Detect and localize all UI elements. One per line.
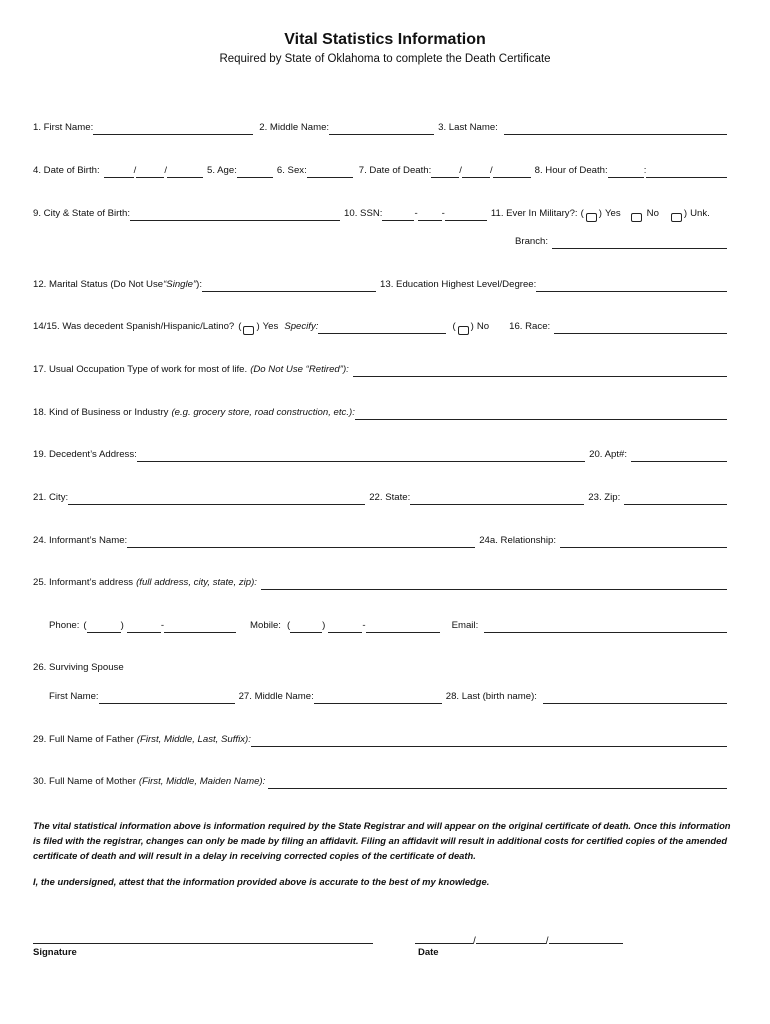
- race-label: 16. Race:: [509, 321, 551, 332]
- ssn-part1-field[interactable]: [382, 209, 414, 221]
- apt-label: 20. Apt#:: [589, 449, 627, 460]
- dod-day-field[interactable]: [462, 166, 490, 178]
- spouse-heading: 26. Surviving Spouse: [33, 662, 124, 673]
- age-field[interactable]: [237, 166, 273, 178]
- attest-statement: I, the undersigned, attest that the information provided above is accurate to the best of my knowledge.: [33, 876, 490, 887]
- mobile-area-field[interactable]: [290, 621, 322, 633]
- spouse-middle-field[interactable]: [314, 692, 442, 704]
- hod-label: 8. Hour of Death:: [534, 165, 608, 176]
- row-occupation: [33, 363, 727, 377]
- dob-label: 4. Date of Birth:: [33, 165, 100, 176]
- date-label: Date: [418, 947, 439, 958]
- military-yes-checkbox[interactable]: [586, 213, 597, 222]
- signature-line[interactable]: [33, 943, 373, 944]
- mother-label: 30. Full Name of Mother: [33, 776, 136, 787]
- father-label: 29. Full Name of Father: [33, 734, 134, 745]
- state-label: 22. State:: [369, 492, 411, 503]
- business-label: 18. Kind of Business or Industry: [33, 407, 169, 418]
- city-state-birth-field[interactable]: [130, 209, 340, 221]
- hispanic-label: 14/15. Was decedent Spanish/Hispanic/Latino?: [33, 321, 235, 332]
- row-contact: Phone: ( ) - Mobile: ( ) - Email:: [49, 619, 727, 633]
- ssn-part3-field[interactable]: [445, 209, 487, 221]
- informant-address-note: (full address, city, state, zip):: [136, 577, 257, 588]
- zip-field[interactable]: [624, 493, 727, 505]
- ssn-label: 10. SSN:: [344, 208, 383, 219]
- apt-field[interactable]: [631, 450, 727, 462]
- marital-label: 12. Marital Status (Do Not Use: [33, 279, 164, 290]
- dob-month-field[interactable]: [104, 166, 134, 178]
- address-field[interactable]: [137, 450, 585, 462]
- row-branch: [515, 235, 727, 249]
- military-yes-label: Yes: [605, 208, 621, 219]
- middle-name-field[interactable]: [329, 123, 434, 135]
- zip-label: 23. Zip:: [588, 492, 621, 503]
- dod-month-field[interactable]: [431, 166, 459, 178]
- military-no-label: No: [646, 208, 659, 219]
- business-note: (e.g. grocery store, road construction, etc.):: [171, 407, 355, 418]
- date-field-row: / /: [415, 932, 623, 947]
- row-address: [33, 448, 727, 462]
- informant-field[interactable]: [127, 536, 475, 548]
- city-field[interactable]: [68, 493, 365, 505]
- first-name-field[interactable]: [93, 123, 253, 135]
- spouse-first-label: First Name:: [49, 691, 99, 702]
- father-note: (First, Middle, Last, Suffix):: [136, 734, 251, 745]
- phone-label: Phone:: [49, 620, 80, 631]
- row-dates: 4. Date of Birth: / / 5. Age: 6. Sex: 7. Date of Death: / / 8. Hour of Death: :: [33, 164, 727, 178]
- last-name-field[interactable]: [504, 123, 727, 135]
- dod-year-field[interactable]: [493, 166, 531, 178]
- hispanic-no-label: No: [476, 321, 490, 332]
- age-label: 5. Age:: [207, 165, 237, 176]
- spouse-last-label: 28. Last (birth name):: [445, 691, 537, 702]
- dob-year-field[interactable]: [167, 166, 203, 178]
- phone-line-field[interactable]: [164, 621, 236, 633]
- military-label: 11. Ever In Military?:: [490, 208, 578, 219]
- spouse-first-field[interactable]: [99, 692, 235, 704]
- military-unk-label: Unk.: [690, 208, 710, 219]
- specify-label: Specify:: [284, 321, 319, 332]
- military-no-checkbox[interactable]: [631, 213, 642, 222]
- occupation-field[interactable]: [353, 365, 727, 377]
- dob-day-field[interactable]: [136, 166, 164, 178]
- row-birth-place: 9. City & State of Birth: 10. SSN: - - 11. Ever In Military?: ( ) Yes No ) Unk.: [33, 207, 727, 221]
- email-label: Email:: [451, 620, 479, 631]
- address-label: 19. Decedent’s Address:: [33, 449, 137, 460]
- hod-minute-field[interactable]: [646, 166, 727, 178]
- race-field[interactable]: [554, 322, 727, 334]
- spouse-middle-label: 27. Middle Name:: [238, 691, 314, 702]
- mother-field[interactable]: [268, 777, 727, 789]
- row-mother: [33, 775, 727, 789]
- row-business: [33, 406, 727, 420]
- page-title: Vital Statistics Information: [284, 31, 486, 48]
- email-field[interactable]: [484, 621, 727, 633]
- occupation-label: 17. Usual Occupation Type of work for most of life.: [33, 364, 248, 375]
- last-name-label: 3. Last Name:: [438, 122, 498, 133]
- branch-label: Branch:: [515, 236, 549, 247]
- branch-field[interactable]: [552, 237, 727, 249]
- sex-label: 6. Sex:: [276, 165, 307, 176]
- mobile-line-field[interactable]: [366, 621, 440, 633]
- date-year-field[interactable]: [549, 932, 623, 944]
- informant-address-label: 25. Informant’s address: [33, 577, 134, 588]
- page-subtitle: Required by State of Oklahoma to complete the Death Certificate: [219, 53, 551, 65]
- education-label: 13. Education Highest Level/Degree:: [380, 279, 537, 290]
- city-state-birth-label: 9. City & State of Birth:: [33, 208, 131, 219]
- mobile-prefix-field[interactable]: [328, 621, 362, 633]
- row-father: [33, 733, 727, 747]
- informant-label: 24. Informant’s Name:: [33, 535, 128, 546]
- father-field[interactable]: [251, 735, 727, 747]
- education-field[interactable]: [536, 280, 727, 292]
- row-hispanic: 14/15. Was decedent Spanish/Hispanic/Latino? ( ) Yes Specify: ( ) No 16. Race:: [33, 320, 727, 334]
- occupation-note: (Do Not Use “Retired”):: [250, 364, 349, 375]
- notice-paragraph: The vital statistical information above is information required by the State Registrar and will appear on the original certificate of death. Once this information is filed with the registrar, changes can only be made by filing an affidavit. Filing an affidavit will result in additional costs for certified copies of the amended certificate of death and will result in a delay in receiving corrected copies of the certificate of death.: [33, 820, 731, 861]
- sex-field[interactable]: [307, 166, 353, 178]
- specify-field[interactable]: [318, 322, 446, 334]
- business-field[interactable]: [355, 408, 727, 420]
- mother-note: (First, Middle, Maiden Name):: [138, 776, 266, 787]
- row-names: [33, 121, 727, 135]
- date-day-field[interactable]: [476, 932, 546, 944]
- middle-name-label: 2. Middle Name:: [259, 122, 330, 133]
- ssn-part2-field[interactable]: [418, 209, 442, 221]
- dod-label: 7. Date of Death:: [358, 165, 432, 176]
- marital-field[interactable]: [202, 280, 376, 292]
- city-label: 21. City:: [33, 492, 69, 503]
- marital-single-note: “Single”: [163, 279, 197, 290]
- phone-area-field[interactable]: [87, 621, 121, 633]
- hispanic-yes-checkbox[interactable]: [243, 326, 254, 335]
- military-unk-checkbox[interactable]: [671, 213, 682, 222]
- row-city-state-zip: [33, 491, 727, 505]
- hod-hour-field[interactable]: [608, 166, 644, 178]
- spouse-last-field[interactable]: [543, 692, 727, 704]
- mobile-label: Mobile:: [250, 620, 281, 631]
- row-informant: [33, 534, 727, 548]
- row-spouse-names: [49, 690, 727, 704]
- row-marital: [33, 278, 727, 292]
- state-field[interactable]: [410, 493, 584, 505]
- informant-address-field[interactable]: [261, 578, 727, 590]
- row-informant-address: [33, 576, 727, 590]
- relationship-label: 24a. Relationship:: [479, 535, 557, 546]
- relationship-field[interactable]: [560, 536, 727, 548]
- phone-prefix-field[interactable]: [127, 621, 161, 633]
- hispanic-no-checkbox[interactable]: [458, 326, 469, 335]
- marital-label-end: ):: [196, 279, 203, 290]
- first-name-label: 1. First Name:: [33, 122, 94, 133]
- signature-label: Signature: [33, 947, 77, 958]
- hispanic-yes-label: Yes: [262, 321, 279, 332]
- date-month-field[interactable]: [415, 932, 473, 944]
